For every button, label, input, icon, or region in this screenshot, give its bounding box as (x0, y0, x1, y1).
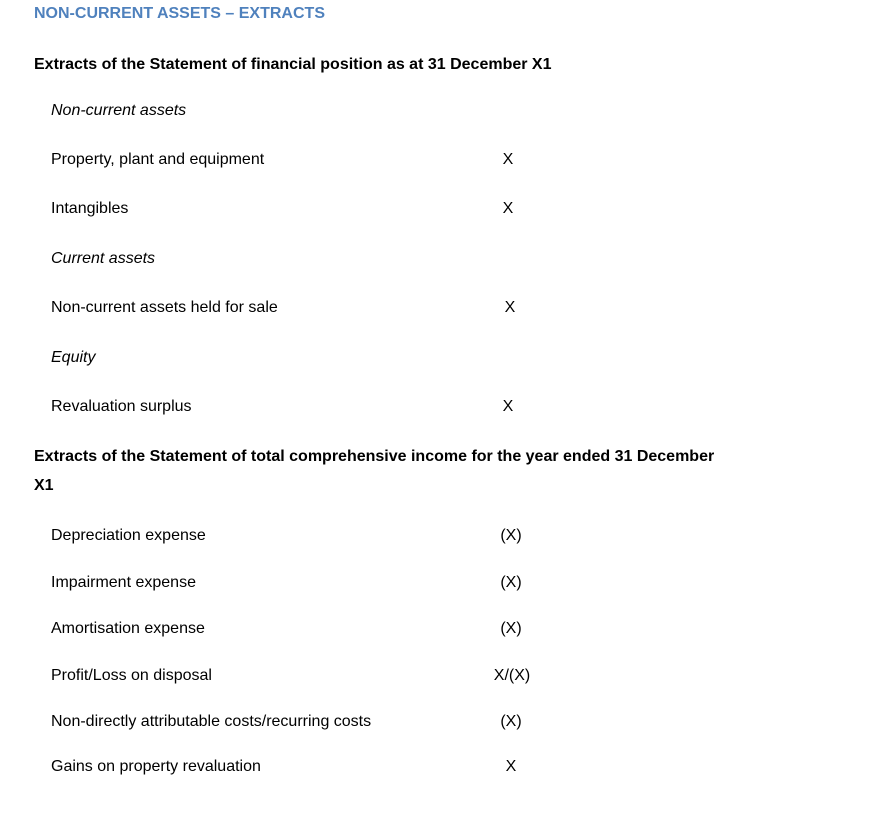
row-label-held-for-sale: Non-current assets held for sale (51, 299, 278, 316)
row-label-depreciation: Depreciation expense (51, 527, 206, 544)
row-value-revaluation-surplus: X (502, 398, 514, 415)
group-non-current-assets: Non-current assets (51, 102, 187, 119)
row-value-non-directly-attributable: (X) (500, 713, 522, 730)
row-value-held-for-sale: X (504, 299, 516, 316)
sfp-title: Extracts of the Statement of financial position as at 31 December X1 (34, 56, 552, 73)
row-label-revaluation-surplus: Revaluation surplus (51, 398, 192, 415)
row-label-intangibles: Intangibles (51, 200, 129, 217)
row-label-profit-loss-disposal: Profit/Loss on disposal (51, 667, 212, 684)
row-value-depreciation: (X) (500, 527, 522, 544)
stci-title-line2: X1 (34, 477, 54, 494)
row-label-non-directly-attributable: Non-directly attributable costs/recurring costs (51, 713, 372, 730)
row-value-amortisation: (X) (500, 620, 522, 637)
row-value-profit-loss-disposal: X/(X) (493, 667, 531, 684)
row-value-ppe: X (502, 151, 514, 168)
row-label-ppe: Property, plant and equipment (51, 151, 265, 168)
row-value-revaluation-gains: X (505, 758, 517, 775)
row-label-revaluation-gains: Gains on property revaluation (51, 758, 261, 775)
row-label-impairment: Impairment expense (51, 574, 196, 591)
row-value-impairment: (X) (500, 574, 522, 591)
group-current-assets: Current assets (51, 250, 156, 267)
document-heading: NON-CURRENT ASSETS – EXTRACTS (34, 5, 325, 22)
group-equity: Equity (51, 349, 96, 366)
row-label-amortisation: Amortisation expense (51, 620, 205, 637)
stci-title-line1: Extracts of the Statement of total comprehensive income for the year ended 31 December (34, 448, 715, 465)
row-value-intangibles: X (502, 200, 514, 217)
